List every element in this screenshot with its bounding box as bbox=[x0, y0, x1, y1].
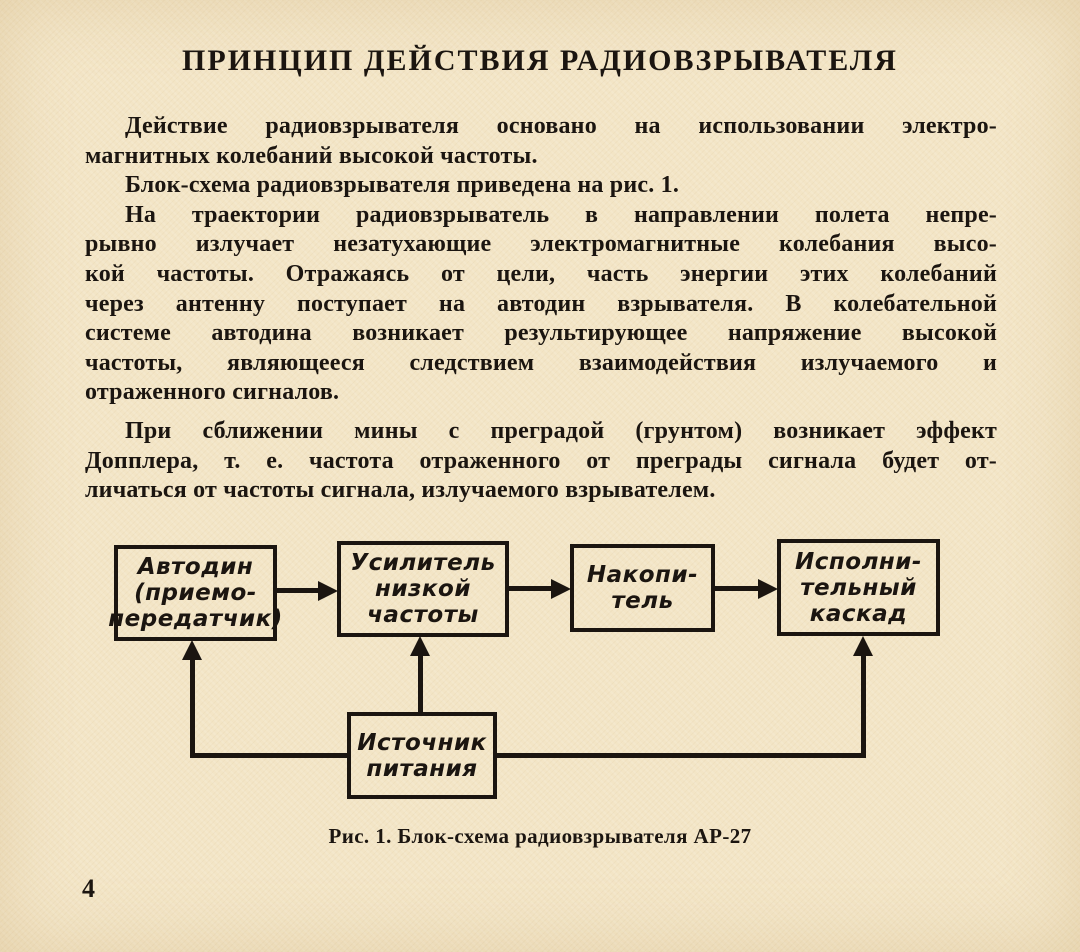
arrow-right-icon bbox=[318, 581, 338, 601]
text-line: На траектории радиовзрыватель в направлении полета непре- bbox=[125, 201, 997, 228]
text-line: Блок-схема радиовзрывателя приведена на рис. 1. bbox=[125, 172, 680, 199]
page-number: 4 bbox=[82, 874, 95, 903]
diagram-block-accumulator bbox=[570, 544, 715, 632]
block-label-line: Источник bbox=[357, 729, 487, 756]
text-line: рывно излучает незатухающие электромагнитные колебания высо- bbox=[85, 231, 997, 258]
block-label-line: передатчик) bbox=[108, 606, 283, 632]
connector-power-to-output-horizontal bbox=[497, 753, 866, 758]
diagram-block-power-source bbox=[347, 712, 497, 799]
block-label-line: Накопи- bbox=[586, 562, 699, 588]
block-label-line: каскад bbox=[809, 600, 908, 627]
block-label-line: частоты bbox=[367, 602, 479, 628]
text-line: кой частоты. Отражаясь от цели, часть энергии этих колебаний bbox=[85, 260, 997, 287]
block-label-line: низкой bbox=[375, 576, 471, 602]
page-title: ПРИНЦИП ДЕЙСТВИЯ РАДИОВЗРЫВАТЕЛЯ bbox=[182, 44, 898, 77]
block-label-line: (приемо- bbox=[134, 580, 257, 606]
arrow-right-icon bbox=[758, 579, 778, 599]
block-label-line: Автодин bbox=[137, 554, 254, 580]
connector-autodyne-to-amplifier bbox=[277, 588, 321, 593]
connector-amplifier-to-accumulator bbox=[509, 586, 553, 591]
text-line: частоты, являющееся следствием взаимодействия излучаемого и bbox=[85, 349, 997, 376]
block-label-line: Исполни- bbox=[795, 548, 922, 575]
arrow-up-icon bbox=[410, 636, 430, 656]
text-line: личаться от частоты сигнала, излучаемого взрывателем. bbox=[85, 477, 716, 504]
connector-power-to-amplifier bbox=[418, 653, 423, 712]
connector-power-to-autodyne-vertical bbox=[190, 657, 195, 758]
block-label-line: питания bbox=[366, 755, 478, 782]
connector-power-to-output-vertical bbox=[861, 653, 866, 758]
text-line: При сближении мины с преградой (грунтом) возникает эффект bbox=[125, 417, 997, 444]
diagram-block-autodyne bbox=[108, 545, 283, 641]
figure-caption: Рис. 1. Блок-схема радиовзрывателя АР-27 bbox=[328, 824, 752, 848]
connector-accumulator-to-output bbox=[715, 586, 759, 591]
text-line: Действие радиовзрывателя основано на использовании электро- bbox=[125, 113, 997, 139]
text-line: магнитных колебаний высокой частоты. bbox=[85, 142, 538, 169]
connector-power-to-autodyne-horizontal bbox=[190, 753, 347, 758]
arrow-up-icon bbox=[853, 636, 873, 656]
block-label-line: тельный bbox=[800, 574, 917, 601]
text-line: системе автодина возникает результирующее напряжение высокой bbox=[85, 320, 997, 347]
text-line: Допплера, т. е. частота отраженного от преграды сигнала будет от- bbox=[85, 447, 997, 474]
text-line: отраженного сигналов. bbox=[85, 379, 340, 406]
block-label-line: тель bbox=[611, 588, 674, 614]
arrow-up-icon bbox=[182, 640, 202, 660]
diagram-block-lf-amplifier bbox=[337, 541, 509, 637]
diagram-block-output-stage bbox=[777, 539, 940, 636]
arrow-right-icon bbox=[551, 579, 571, 599]
text-line: через антенну поступает на автодин взрывателя. В колебательной bbox=[85, 290, 997, 317]
block-label-line: Усилитель bbox=[350, 550, 496, 576]
